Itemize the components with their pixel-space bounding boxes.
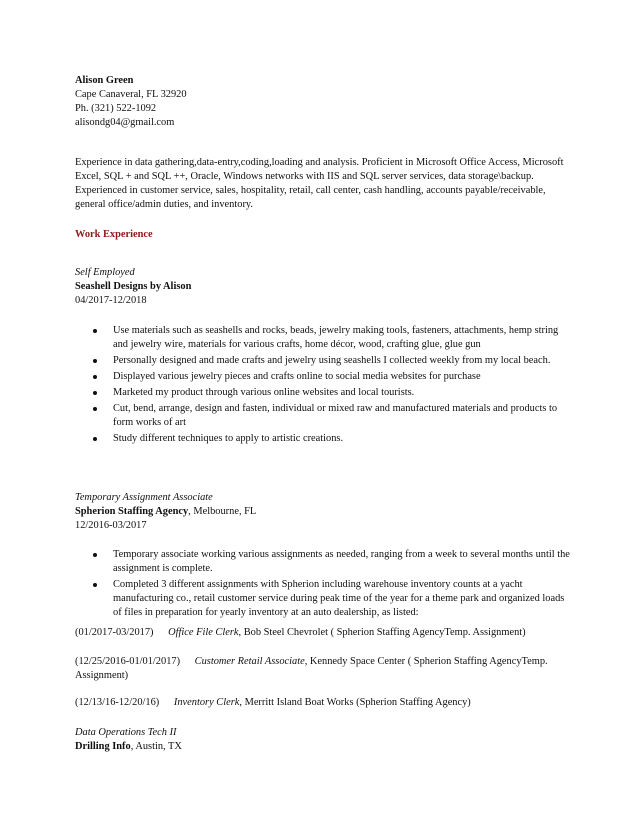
section-title-work-experience: Work Experience <box>75 229 153 240</box>
assignment-dates: (12/25/2016-01/01/2017) <box>75 656 181 667</box>
job2-bullets <box>75 548 570 622</box>
list-item: Temporary associate working various assignments as needed, ranging from a week to several months until the assignment is complete. <box>75 548 570 576</box>
list-item: Marketed my product through various online websites and local tourists. <box>75 386 570 400</box>
contact-header <box>75 74 575 130</box>
job-location: , Austin, TX <box>130 741 182 752</box>
list-item: Displayed various jewelry pieces and crafts online to social media websites for purchase <box>75 370 570 384</box>
list-item: Study different techniques to apply to artistic creations. <box>75 432 570 446</box>
assignment-role: Office File Clerk <box>168 627 239 638</box>
address: Cape Canaveral, FL 32920 <box>75 89 187 100</box>
assignment-line <box>75 655 555 683</box>
company-name: Drilling Info <box>75 741 131 752</box>
summary-paragraph: Experience in data gathering,data-entry,coding,loading and analysis. Proficient in Microsoft Office Access, Microsoft Excel, SQL + and SQL ++, Oracle, Windows networks with IIS and SQL server services, data storage\backup. Experienced in customer service, sales, hospitality, retail, call center, cash handling, accounts payable/receivable, general office/admin duties, and inventory. <box>75 157 564 210</box>
job-dates: 04/2017-12/2018 <box>75 295 147 306</box>
job-title: Self Employed <box>75 267 135 278</box>
job-dates: 12/2016-03/2017 <box>75 520 147 531</box>
job-temporary-associate <box>75 491 575 533</box>
email: alisondg04@gmail.com <box>75 117 175 128</box>
job-self-employed <box>75 266 575 308</box>
job1-bullets <box>75 324 570 448</box>
assignment-detail: , Bob Steel Chevrolet ( Spherion Staffing AgencyTemp. Assignment) <box>238 627 526 638</box>
list-item: Completed 3 different assignments with Spherion including warehouse inventory counts at a yacht manufacturing co., retail customer service during peak time of the year for a theme park and organized loads of files in preparation for yearly inventory at an auto dealership, as listed: <box>75 578 570 620</box>
assignment-line <box>75 696 570 710</box>
job-title: Temporary Assignment Associate <box>75 492 213 503</box>
list-item: Use materials such as seashells and rocks, beads, jewelry making tools, fasteners, attachments, hemp string and jewelry wire, materials for various crafts, home décor, wood, crafting glue, glue gun <box>75 324 570 352</box>
applicant-name: Alison Green <box>75 75 134 86</box>
assignment-detail: , Merritt Island Boat Works (Spherion Staffing Agency) <box>239 697 471 708</box>
job-location: , Melbourne, FL <box>188 506 257 517</box>
assignment-role: Inventory Clerk <box>173 697 240 708</box>
company-name: Seashell Designs by Alison <box>75 281 192 292</box>
assignment-line <box>75 626 570 640</box>
job-data-operations <box>75 726 575 754</box>
assignment-dates: (01/2017-03/2017) <box>75 627 154 638</box>
list-item: Personally designed and made crafts and jewelry using seashells I collected weekly from my local beach. <box>75 354 570 368</box>
company-name: Spherion Staffing Agency <box>75 506 189 517</box>
assignment-dates: (12/13/16-12/20/16) <box>75 697 160 708</box>
assignment-detail: , Kennedy Space Center ( Spherion Staffing AgencyTemp. Assignment) <box>75 656 548 681</box>
phone: Ph. (321) 522-1092 <box>75 103 157 114</box>
list-item: Cut, bend, arrange, design and fasten, individual or mixed raw and manufactured materials and products to form works of art <box>75 402 570 430</box>
assignment-role: Customer Retail Associate <box>194 656 305 667</box>
job-title: Data Operations Tech II <box>75 727 177 738</box>
